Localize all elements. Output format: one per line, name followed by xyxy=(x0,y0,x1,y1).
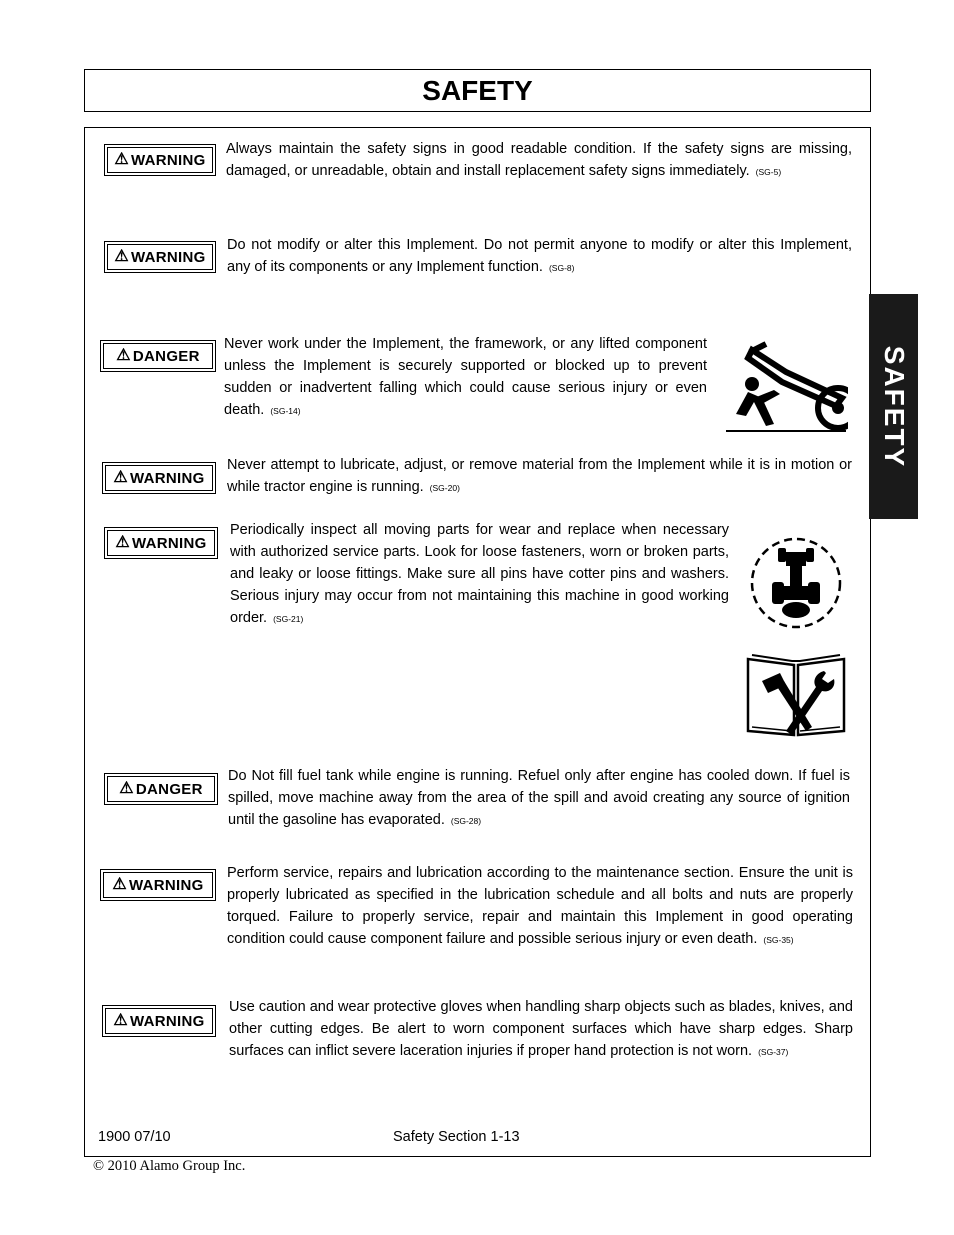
notice-code: (SG-20) xyxy=(429,483,460,493)
badge-label: WARNING xyxy=(131,248,206,266)
danger-badge xyxy=(104,773,218,805)
copyright: © 2010 Alamo Group Inc. xyxy=(93,1158,246,1174)
crushing-hazard-icon xyxy=(724,340,848,434)
notice-text xyxy=(227,862,853,951)
warning-triangle-icon: ⚠ xyxy=(119,780,134,797)
notice-body: Use caution and wear protective gloves when handling sharp objects such as blades, knives, and other cutting edges. Be alert to worn component surfaces which have sharp edges. Sharp surfaces can inflict severe laceration injuries if proper hand protection is not worn. xyxy=(229,999,853,1059)
badge-label: WARNING xyxy=(131,151,206,169)
section-side-tab xyxy=(869,294,918,519)
side-tab-label: SAFETY xyxy=(878,345,910,468)
warning-badge xyxy=(104,241,216,273)
badge-label: DANGER xyxy=(132,347,200,365)
notice-body: Never attempt to lubricate, adjust, or remove material from the Implement while it is in motion or while tractor engine is running. xyxy=(227,457,852,495)
notice-body: Perform service, repairs and lubrication according to the maintenance section. Ensure the unit is properly lubricated as specified in the lubrication schedule and all bolts and nuts are properly torqued. Failure to properly service, repair and maintain this Implement in good operating condition could cause component failure and possible serious injury or even death. xyxy=(227,865,853,947)
inspection-tractor-icon xyxy=(746,534,846,632)
notice-code: (SG-21) xyxy=(273,614,304,624)
notice-body: Do not modify or alter this Implement. Do not permit anyone to modify or alter this Implement, any of its components or any Implement function. xyxy=(227,237,852,275)
warning-badge xyxy=(100,869,216,901)
badge-label: WARNING xyxy=(130,1012,205,1030)
warning-badge xyxy=(102,462,216,494)
notice-text xyxy=(224,333,707,422)
warning-badge xyxy=(104,144,216,176)
notice-code: (SG-28) xyxy=(450,816,482,826)
notice-text xyxy=(228,765,850,832)
danger-badge xyxy=(100,340,216,372)
notice-text xyxy=(226,138,852,183)
warning-badge xyxy=(102,1005,216,1037)
notice-code: (SG-8) xyxy=(548,263,575,273)
badge-label: WARNING xyxy=(129,876,204,894)
notice-body: Never work under the Implement, the framework, or any lifted component unless the Implement is securely supported or blocked up to prevent sudden or inadvertent falling which could cause serious injury or even death. xyxy=(224,336,707,418)
footer-model-date: 1900 07/10 xyxy=(98,1129,171,1145)
notice-text xyxy=(227,234,852,279)
warning-triangle-icon: ⚠ xyxy=(113,1012,129,1029)
notice-text xyxy=(230,519,729,630)
notice-code: (SG-14) xyxy=(270,406,301,416)
notice-body: Periodically inspect all moving parts for wear and replace when necessary with authorized service parts. Look for loose fasteners, worn or broken parts, and leaky or loose fittings. Make sure all pins have cotter pins and washers. Serious injury may occur from not maintaining this machine in good working order. xyxy=(230,522,729,626)
warning-triangle-icon: ⚠ xyxy=(112,876,128,893)
badge-label: DANGER xyxy=(135,780,203,798)
manual-tools-icon xyxy=(746,651,846,739)
notice-body: Do Not fill fuel tank while engine is running. Refuel only after engine has cooled down. If fuel is spilled, move machine away from the area of the spill and avoid creating any source of ignition until the gasoline has evaporated. xyxy=(228,768,850,828)
warning-triangle-icon: ⚠ xyxy=(114,248,130,265)
notice-body: Always maintain the safety signs in good readable condition. If the safety signs are missing, damaged, or unreadable, obtain and install replacement safety signs immediately. xyxy=(226,141,852,179)
warning-triangle-icon: ⚠ xyxy=(116,347,131,364)
footer-section: Safety Section 1-13 xyxy=(393,1129,520,1145)
notice-code: (SG-5) xyxy=(755,167,782,177)
warning-triangle-icon: ⚠ xyxy=(113,469,129,486)
notice-text xyxy=(229,996,853,1063)
warning-badge xyxy=(104,527,218,559)
badge-label: WARNING xyxy=(132,534,207,552)
notice-code: (SG-37) xyxy=(758,1047,789,1057)
warning-triangle-icon: ⚠ xyxy=(115,534,131,551)
notice-text xyxy=(227,454,852,499)
page-title: SAFETY xyxy=(84,69,871,112)
notice-code: (SG-35) xyxy=(763,935,794,945)
badge-label: WARNING xyxy=(130,469,205,487)
warning-triangle-icon: ⚠ xyxy=(114,151,130,168)
